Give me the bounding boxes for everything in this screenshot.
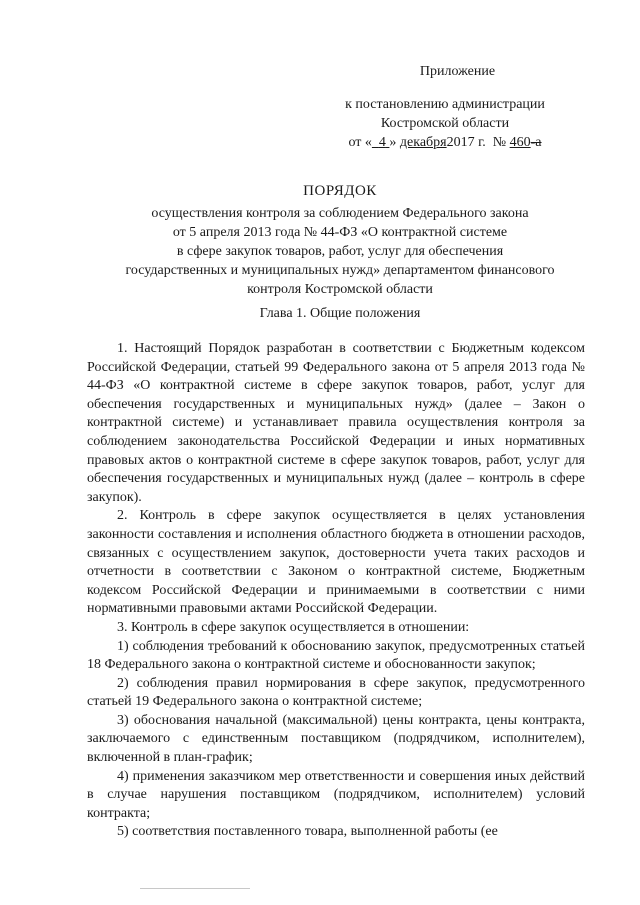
heading-line: в сфере закупок товаров, работ, услуг для обеспечения [176,244,504,259]
appendix-line-2: Костромской области [380,116,510,131]
appendix-line-1: к постановлению администрации [345,97,545,112]
number-prefix: № [492,135,507,150]
list-item-1: 1) соблюдения требований к обоснованию закупок, предусмотренных статьей 18 Федерального закона о контрактной системе и обоснованности закупок; [87,638,585,673]
chapter-heading: Глава 1. Общие положения [259,306,421,321]
date-mid: » [389,135,397,150]
scan-divider [140,888,250,889]
document-heading [95,182,585,299]
paragraph-3: 3. Контроль в сфере закупок осуществляется в отношении: [117,619,470,635]
date-month: декабря [399,135,447,150]
paragraph-2: 2. Контроль в сфере закупок осуществляется в целях установления законности составления и исполнения областного бюджета в отношении расходов, связанных с осуществлением закупок, достоверности учета таких расходов и отчетности в соответствии с Законом о контрактной системе, Бюджетным кодексом Российской Федерации и принимаемыми в соответствии с ними нормативными правовыми актами Российской Федерации. [87,508,585,617]
date-prefix: от « [348,135,372,150]
heading-line: осуществления контроля за соблюдением Федерального закона [151,206,529,221]
appendix-date-line [300,133,590,152]
appendix-block [300,62,590,152]
document-title: ПОРЯДОК [303,183,377,199]
doc-number: 460 [509,135,531,150]
doc-number-suffix: -а [530,135,542,150]
list-item-3: 3) обоснования начальной (максимальной) цены контракта, цены контракта, заключаемого с единственным поставщиком (подрядчиком, исполнителем), включенной в план-график; [87,712,585,766]
paragraph-1: 1. Настоящий Порядок разработан в соответствии с Бюджетным кодексом Российской Федерации, статьей 99 Федерального закона от 5 апреля 2013 года № 44-ФЗ «О контрактной системе в сфере закупок товаров, работ, услуг для обеспечения государственных и муниципальных нужд» (далее – Закон о контрактной системе) и устанавливает правила осуществления контроля за соблюдением законодательства Российской Федерации и иных нормативных правовых актов о контрактной системе в сфере закупок товаров, работ, услуг для обеспечения государственных и муниципальных нужд (далее – контроль в сфере закупок). [87,341,585,505]
list-item-5: 5) соответствия поставленного товара, выполненной работы (ее [117,824,498,840]
date-day: 4 [378,135,386,150]
heading-line: государственных и муниципальных нужд» департаментом финансового [125,263,555,278]
document-body [87,340,585,842]
date-year: 2017 г. [446,135,486,150]
list-item-2: 2) соблюдения правил нормирования в сфере закупок, предусмотренного статьей 19 Федерального закона о контрактной системе; [87,675,585,710]
list-item-4: 4) применения заказчиком мер ответственности и совершения иных действий в случае нарушения поставщиком (подрядчиком, исполнителем) условий контракта; [87,768,585,821]
appendix-title: Приложение [419,64,496,79]
heading-line: контроля Костромской области [247,282,433,297]
heading-line: от 5 апреля 2013 года № 44-ФЗ «О контрактной системе [172,225,508,240]
